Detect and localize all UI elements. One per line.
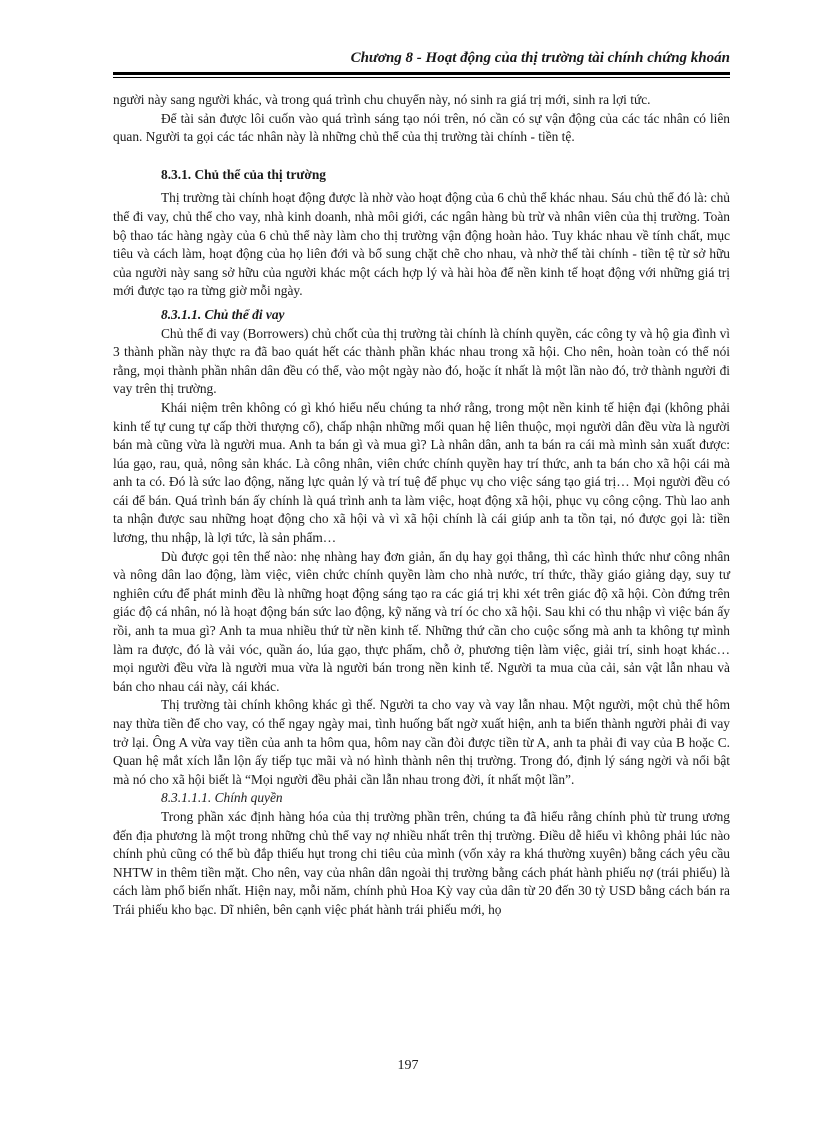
paragraph-borrowers: Chủ thể đi vay (Borrowers) chủ chốt của thị trường tài chính là chính quyền, các công ty và hộ gia đình vì 3 thành phần này thực ra đã bao quát hết các thành phần khác nhau trong xã hội. Cho nên, hoàn toàn có thể nói rằng, mọi thành phần nhân dân đều có thể, vào một ngày nào đó, hoặc ít nhất là một lần nào đó, trở thành người đi vay trên thị trường. (113, 325, 730, 397)
header-rule-thin (113, 77, 730, 78)
page-number: 197 (397, 1058, 419, 1073)
chapter-header: Chương 8 - Hoạt động của thị trường tài chính chứng khoán (350, 50, 730, 66)
subsubsection-heading: 8.3.1.1.1. Chính quyền (161, 790, 283, 806)
paragraph-continuation: người này sang người khác, và trong quá trình chu chuyển này, nó sinh ra giá trị mới, sinh ra lợi tức. (113, 92, 651, 107)
paragraph-intro: Để tài sản được lôi cuốn vào quá trình sáng tạo nói trên, nó cần có sự vận động của các tác nhân có liên quan. Người ta gọi các tác nhân này là những chủ thể của thị trường tài chính - tiền tệ. (113, 110, 730, 145)
section-heading: 8.3.1. Chủ thể của thị trường (161, 166, 326, 182)
paragraph-concept: Khái niệm trên không có gì khó hiểu nếu chúng ta nhớ rằng, trong một nền kinh tế hiện đại (không phải kinh tế tự cung tự cấp thời thượng cổ), chấp nhận những mối quan hệ liên thuộc, mọi người dân đều vừa là người bán mà cũng vừa là người mua. Anh ta bán gì và mua gì? Là nhân dân, anh ta bán ra cái mà mình sản xuất được: lúa gạo, rau, quả, nông sản khác. Là công nhân, viên chức chính quyền hay trí thức, anh ta bán cho xã hội cái mà anh ta có. Đó là sức lao động, năng lực quản lý và trí tuệ để phục vụ cho việc sáng tạo giá trị… Mọi người đều có cái để bán. Quá trình bán ấy chính là quá trình anh ta làm việc, hoạt động xã hội, phục vụ công cộng. Thù lao anh ta nhận được sau những hoạt động cho xã hội và vì xã hội chính là cái giúp anh ta tồn tại, nó được gọi là: tiền lương, thu nhập, là lợi tức, là sản phẩm… (113, 399, 730, 546)
paragraph-whatever: Dù được gọi tên thế nào: nhẹ nhàng hay đơn giản, ẩn dụ hay gọi thẳng, thì các hình thức như công nhân và nông dân lao động, làm việc, viên chức chính quyền làm cho nhà nước, trí thức, thầy giáo giảng dạy, suy tư nghiên cứu để phát minh đều là những hoạt động sáng tạo ra các giá trị khi xét trên giác độ xã hội. Còn đứng trên giác độ cá nhân, nó là hoạt động bán sức lao động, kỹ năng và trí óc cho xã hội. Sau khi có thu nhập vì việc bán ấy rồi, anh ta mua gì? Anh ta mua nhiều thứ từ nền kinh tế. Những thứ cần cho cuộc sống mà anh ta không tự mình làm ra được, đó là vải vóc, quần áo, lúa gạo, thực phẩm, chỗ ở, phương tiện làm việc, giải trí, sinh hoạt khác… mọi người đều vừa là người mua vừa là người bán trong nền kinh tế. Người ta mua của cải, sản vật lẫn nhau và bán cho nhau cái này, cái khác. (113, 548, 730, 694)
paragraph-government: Trong phần xác định hàng hóa của thị trường phần trên, chúng ta đã hiểu rằng chính phủ từ trung ương đến địa phương là một trong những chủ thể vay nợ nhiều nhất trên thị trường. Điều dễ hiểu vì không phải lúc nào chính phủ cũng có thể bù đắp thiếu hụt trong chi tiêu của mình (vốn xảy ra khá thường xuyên) bằng cách yêu cầu NHTW in thêm tiền mặt. Cho nên, vay của nhân dân ngoài thị trường bằng cách phát hành phiếu nợ (trái phiếu) là cách làm phổ biến nhất. Hiện nay, mỗi năm, chính phủ Hoa Kỳ vay của dân từ 20 đến 30 tỷ USD bằng cách bán ra Trái phiếu kho bạc. Dĩ nhiên, bên cạnh việc phát hành trái phiếu mới, họ (113, 808, 730, 917)
header-rule-thick (113, 72, 730, 75)
body-text (113, 91, 730, 920)
paragraph-section: Thị trường tài chính hoạt động được là nhờ vào hoạt động của 6 chủ thể khác nhau. Sáu chủ thể đó là: chủ thể đi vay, chủ thể cho vay, nhà kinh doanh, nhà môi giới, các ngân hàng bù trừ và nhân viên của thị trường. Toàn bộ thao tác hàng ngày của 6 chủ thể này làm cho thị trường vận động hoàn hảo. Tuy khác nhau về tính chất, mục tiêu và cách làm, hoạt động của họ liên đới và bổ sung chặt chẽ cho nhau, và nhờ thế tài chính - tiền tệ từ sở hữu của người này sang sở hữu của người khác một cách hợp lý và hài hòa để nền kinh tế hoạt động với những giá trị mới được tạo ra từng giờ mỗi ngày. (113, 190, 730, 299)
paragraph-market: Thị trường tài chính không khác gì thế. Người ta cho vay và vay lẫn nhau. Một người, một chủ thể hôm nay thừa tiền để cho vay, có thể ngay ngày mai, tình huống bất ngờ xuất hiện, anh ta biến thành người phải đi vay trở lại. Ông A vừa vay tiền của anh ta hôm qua, hôm nay cần đòi được tiền từ A, anh ta phải đi vay của B hoặc C. Quan hệ mắt xích lẫn lộn ấy tiếp tục mãi và nó hình thành nên thị trường. Trong đó, định lý sáng ngời và nổi bật mà nó cho xã hội biết là “Mọi người đều phải cần lẫn nhau trong đời, ít nhất một lần”. (113, 697, 730, 787)
subsection-heading: 8.3.1.1. Chủ thể đi vay (161, 306, 285, 322)
